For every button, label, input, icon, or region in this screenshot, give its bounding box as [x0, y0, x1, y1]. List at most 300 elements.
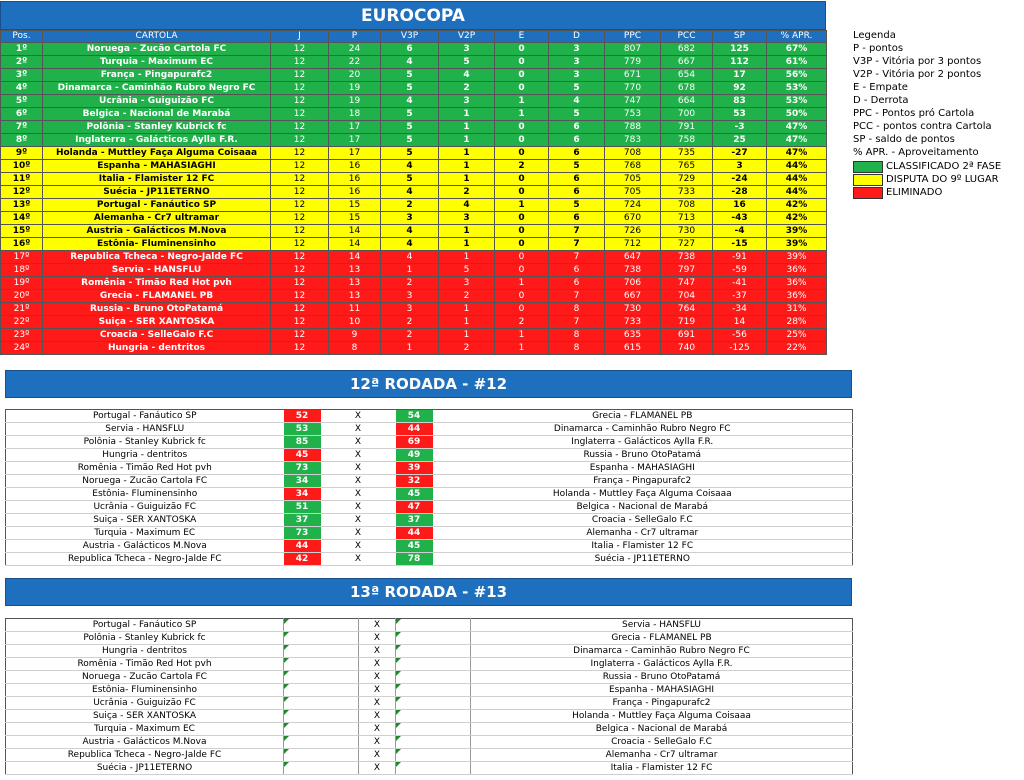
standings-cell-team: Alemanha - Cr7 ultramar — [43, 212, 271, 225]
standings-cell-v3: 2 — [381, 329, 439, 342]
standings-row — [1, 303, 827, 316]
away-team: Espanha - MAHASIAGHI — [433, 462, 853, 475]
standings-cell-pcc: 758 — [661, 134, 713, 147]
home-team: Ucrânia - Guiguizão FC — [6, 501, 284, 514]
standings-cell-e: 0 — [495, 238, 549, 251]
standings-cell-v2: 1 — [439, 134, 495, 147]
standings-header — [1, 31, 827, 43]
standings-title: EUROCOPA — [0, 1, 826, 30]
standings-cell-e: 0 — [495, 303, 549, 316]
home-score[interactable] — [284, 658, 359, 671]
standings-cell-ppc: 807 — [605, 43, 661, 56]
home-score[interactable]: 42 — [284, 553, 321, 566]
standings-cell-sp: 17 — [713, 69, 767, 82]
standings-cell-v3: 4 — [381, 160, 439, 173]
home-score[interactable]: 85 — [284, 436, 321, 449]
standings-cell-v2: 1 — [439, 225, 495, 238]
standings-cell-p: 10 — [329, 316, 381, 329]
versus-label: X — [359, 619, 396, 632]
standings-cell-apr: 36% — [767, 264, 827, 277]
standings-cell-apr: 44% — [767, 173, 827, 186]
standings-cell-pcc: 700 — [661, 108, 713, 121]
legend-item: P - pontos — [853, 43, 904, 54]
standings-row — [1, 134, 827, 147]
home-score[interactable] — [284, 762, 359, 775]
standings-cell-sp: -3 — [713, 121, 767, 134]
legend-zone — [853, 173, 1023, 186]
standings-cell-j: 12 — [271, 238, 329, 251]
standings-cell-sp: -41 — [713, 277, 767, 290]
away-score[interactable]: 45 — [396, 540, 433, 553]
standings-cell-sp: 125 — [713, 43, 767, 56]
standings-cell-v2: 2 — [439, 290, 495, 303]
standings-cell-d: 7 — [549, 316, 605, 329]
standings-cell-sp: -24 — [713, 173, 767, 186]
away-team: Grecia - FLAMANEL PB — [433, 410, 853, 423]
standings-cell-pcc: 791 — [661, 121, 713, 134]
away-score[interactable] — [396, 736, 471, 749]
standings-cell-d: 7 — [549, 225, 605, 238]
standings-cell-pos: 2º — [1, 56, 43, 69]
standings-cell-p: 15 — [329, 212, 381, 225]
standings-cell-j: 12 — [271, 316, 329, 329]
standings-cell-pcc: 733 — [661, 186, 713, 199]
standings-cell-apr: 28% — [767, 316, 827, 329]
away-score[interactable]: 47 — [396, 501, 433, 514]
standings-cell-sp: -43 — [713, 212, 767, 225]
standings-cell-v3: 3 — [381, 290, 439, 303]
home-score[interactable]: 73 — [284, 462, 321, 475]
standings-cell-team: Romênia - Timão Red Hot pvh — [43, 277, 271, 290]
standings-cell-v3: 1 — [381, 342, 439, 355]
standings-cell-ppc: 768 — [605, 160, 661, 173]
standings-cell-p: 17 — [329, 147, 381, 160]
away-team: Inglaterra - Galácticos Aylla F.R. — [433, 436, 853, 449]
legend-item: SP - saldo de pontos — [853, 134, 955, 145]
versus-label: X — [321, 501, 396, 514]
standings-cell-j: 12 — [271, 147, 329, 160]
away-score[interactable] — [396, 697, 471, 710]
standings-cell-d: 6 — [549, 173, 605, 186]
standings-cell-apr: 42% — [767, 199, 827, 212]
standings-cell-d: 5 — [549, 108, 605, 121]
versus-label: X — [321, 553, 396, 566]
away-team: Russia - Bruno OtoPatamá — [433, 449, 853, 462]
home-score[interactable] — [284, 710, 359, 723]
match-row — [6, 423, 853, 436]
standings-cell-j: 12 — [271, 277, 329, 290]
legend-zone — [853, 186, 1023, 199]
standings-cell-apr: 42% — [767, 212, 827, 225]
standings-cell-v3: 5 — [381, 173, 439, 186]
match-row — [6, 619, 853, 632]
standings-cell-v3: 2 — [381, 316, 439, 329]
standings-cell-p: 17 — [329, 134, 381, 147]
match-row — [6, 501, 853, 514]
standings-cell-team: Ucrânia - Guiguizão FC — [43, 95, 271, 108]
standings-cell-e: 1 — [495, 95, 549, 108]
away-score[interactable] — [396, 723, 471, 736]
standings-cell-pcc: 654 — [661, 69, 713, 82]
standings-cell-team: Republica Tcheca - Negro-Jalde FC — [43, 251, 271, 264]
standings-cell-team: Holanda - Muttley Faça Alguma Coisaaa — [43, 147, 271, 160]
standings-row — [1, 225, 827, 238]
standings-cell-team: Suiça - SER XANTOSKA — [43, 316, 271, 329]
home-score[interactable]: 44 — [284, 540, 321, 553]
standings-cell-team: Inglaterra - Galácticos Aylla F.R. — [43, 134, 271, 147]
match-row — [6, 684, 853, 697]
home-score[interactable]: 51 — [284, 501, 321, 514]
standings-cell-p: 16 — [329, 173, 381, 186]
standings-row — [1, 160, 827, 173]
versus-label: X — [321, 475, 396, 488]
match-row — [6, 488, 853, 501]
standings-cell-sp: -91 — [713, 251, 767, 264]
match-row — [6, 736, 853, 749]
standings-cell-d: 8 — [549, 342, 605, 355]
standings-row — [1, 212, 827, 225]
home-score[interactable]: 73 — [284, 527, 321, 540]
standings-cell-team: Estônia- Fluminensinho — [43, 238, 271, 251]
away-team: Italia - Flamister 12 FC — [471, 762, 853, 775]
standings-cell-ppc: 635 — [605, 329, 661, 342]
away-score[interactable] — [396, 749, 471, 762]
away-team: Croacia - SelleGalo F.C — [471, 736, 853, 749]
away-score[interactable]: 37 — [396, 514, 433, 527]
standings-cell-team: Italia - Flamister 12 FC — [43, 173, 271, 186]
away-score[interactable] — [396, 762, 471, 775]
standings-cell-v3: 2 — [381, 199, 439, 212]
standings-cell-ppc: 726 — [605, 225, 661, 238]
standings-cell-v2: 1 — [439, 238, 495, 251]
standings-cell-apr: 56% — [767, 69, 827, 82]
standings-cell-p: 13 — [329, 277, 381, 290]
away-score[interactable] — [396, 710, 471, 723]
home-team: Republica Tcheca - Negro-Jalde FC — [6, 749, 284, 762]
home-score[interactable] — [284, 684, 359, 697]
home-team: Noruega - Zucão Cartola FC — [6, 671, 284, 684]
away-score[interactable]: 44 — [396, 527, 433, 540]
home-score[interactable]: 52 — [284, 410, 321, 423]
home-score[interactable] — [284, 749, 359, 762]
standings-cell-team: Croacia - SelleGalo F.C — [43, 329, 271, 342]
standings-cell-v3: 5 — [381, 134, 439, 147]
standings-cell-p: 17 — [329, 121, 381, 134]
home-score[interactable] — [284, 736, 359, 749]
versus-label: X — [359, 632, 396, 645]
standings-cell-pcc: 764 — [661, 303, 713, 316]
match-row — [6, 410, 853, 423]
column-header: P — [329, 31, 381, 43]
standings-cell-pcc: 797 — [661, 264, 713, 277]
legend-item: % APR. - Aproveitamento — [853, 147, 979, 158]
standings-cell-sp: -15 — [713, 238, 767, 251]
standings-cell-apr: 50% — [767, 108, 827, 121]
versus-label: X — [359, 749, 396, 762]
versus-label: X — [321, 540, 396, 553]
standings-cell-e: 0 — [495, 69, 549, 82]
standings-cell-p: 15 — [329, 199, 381, 212]
standings-cell-ppc: 708 — [605, 147, 661, 160]
standings-cell-e: 0 — [495, 212, 549, 225]
column-header: J — [271, 31, 329, 43]
away-score[interactable]: 44 — [396, 423, 433, 436]
standings-row — [1, 238, 827, 251]
standings-row — [1, 56, 827, 69]
away-team: Alemanha - Cr7 ultramar — [471, 749, 853, 762]
standings-cell-v2: 3 — [439, 95, 495, 108]
standings-cell-j: 12 — [271, 43, 329, 56]
standings-cell-apr: 53% — [767, 95, 827, 108]
standings-cell-apr: 36% — [767, 290, 827, 303]
away-score[interactable] — [396, 671, 471, 684]
home-score[interactable]: 34 — [284, 475, 321, 488]
standings-cell-pcc: 667 — [661, 56, 713, 69]
standings-cell-pcc: 691 — [661, 329, 713, 342]
away-team: Italia - Flamister 12 FC — [433, 540, 853, 553]
standings-cell-ppc: 712 — [605, 238, 661, 251]
standings-cell-sp: -125 — [713, 342, 767, 355]
home-team: Suiça - SER XANTOSKA — [6, 514, 284, 527]
standings-cell-v3: 4 — [381, 251, 439, 264]
standings-cell-j: 12 — [271, 69, 329, 82]
standings-cell-ppc: 705 — [605, 173, 661, 186]
home-team: Noruega - Zucão Cartola FC — [6, 475, 284, 488]
standings-row — [1, 264, 827, 277]
match-row — [6, 462, 853, 475]
standings-cell-d: 7 — [549, 251, 605, 264]
away-score[interactable]: 69 — [396, 436, 433, 449]
legend-zone — [853, 160, 1023, 173]
away-team: Russia - Bruno OtoPatamá — [471, 671, 853, 684]
home-score[interactable]: 45 — [284, 449, 321, 462]
standings-cell-j: 12 — [271, 342, 329, 355]
standings-cell-pos: 23º — [1, 329, 43, 342]
versus-label: X — [359, 710, 396, 723]
standings-cell-d: 6 — [549, 147, 605, 160]
home-score[interactable]: 37 — [284, 514, 321, 527]
away-score[interactable] — [396, 645, 471, 658]
standings-cell-team: Portugal - Fanáutico SP — [43, 199, 271, 212]
column-header: Pos. — [1, 31, 43, 43]
standings-cell-d: 7 — [549, 290, 605, 303]
standings-cell-sp: 16 — [713, 199, 767, 212]
standings-cell-pos: 18º — [1, 264, 43, 277]
away-score[interactable]: 78 — [396, 553, 433, 566]
versus-label: X — [359, 671, 396, 684]
standings-cell-d: 3 — [549, 56, 605, 69]
home-team: Romênia - Timão Red Hot pvh — [6, 658, 284, 671]
home-team: Suiça - SER XANTOSKA — [6, 710, 284, 723]
standings-cell-e: 1 — [495, 329, 549, 342]
standings-row — [1, 277, 827, 290]
standings-cell-v2: 1 — [439, 121, 495, 134]
standings-cell-j: 12 — [271, 212, 329, 225]
home-score[interactable] — [284, 723, 359, 736]
away-score[interactable]: 49 — [396, 449, 433, 462]
match-row — [6, 527, 853, 540]
versus-label: X — [359, 697, 396, 710]
standings-cell-e: 0 — [495, 147, 549, 160]
standings-cell-pcc: 664 — [661, 95, 713, 108]
standings-cell-e: 0 — [495, 264, 549, 277]
match-row — [6, 553, 853, 566]
standings-cell-apr: 44% — [767, 186, 827, 199]
standings-cell-v2: 3 — [439, 43, 495, 56]
standings-cell-team: Espanha - MAHASIAGHI — [43, 160, 271, 173]
standings-cell-d: 8 — [549, 303, 605, 316]
standings-table — [0, 30, 827, 355]
versus-label: X — [359, 645, 396, 658]
standings-cell-d: 3 — [549, 69, 605, 82]
round12-title: 12ª RODADA - #12 — [5, 370, 852, 398]
standings-cell-pos: 14º — [1, 212, 43, 225]
match-row — [6, 697, 853, 710]
standings-cell-pcc: 713 — [661, 212, 713, 225]
home-team: Austria - Galácticos M.Nova — [6, 540, 284, 553]
standings-cell-d: 3 — [549, 43, 605, 56]
away-score[interactable]: 39 — [396, 462, 433, 475]
standings-cell-p: 22 — [329, 56, 381, 69]
away-team: Grecia - FLAMANEL PB — [471, 632, 853, 645]
standings-row — [1, 82, 827, 95]
standings-cell-j: 12 — [271, 56, 329, 69]
home-score[interactable]: 34 — [284, 488, 321, 501]
versus-label: X — [359, 762, 396, 775]
standings-cell-e: 0 — [495, 173, 549, 186]
standings-cell-ppc: 647 — [605, 251, 661, 264]
standings-cell-pos: 9º — [1, 147, 43, 160]
standings-row — [1, 186, 827, 199]
standings-row — [1, 95, 827, 108]
standings-cell-j: 12 — [271, 108, 329, 121]
standings-cell-pos: 22º — [1, 316, 43, 329]
away-score[interactable] — [396, 619, 471, 632]
standings-cell-team: França - Pingapurafc2 — [43, 69, 271, 82]
standings-cell-j: 12 — [271, 199, 329, 212]
standings-cell-sp: 25 — [713, 134, 767, 147]
column-header: % APR. — [767, 31, 827, 43]
standings-cell-apr: 39% — [767, 251, 827, 264]
match-row — [6, 475, 853, 488]
standings-cell-e: 2 — [495, 160, 549, 173]
standings-cell-pcc: 740 — [661, 342, 713, 355]
home-score[interactable] — [284, 697, 359, 710]
round13-title: 13ª RODADA - #13 — [5, 578, 852, 606]
standings-row — [1, 329, 827, 342]
column-header: D — [549, 31, 605, 43]
standings-cell-team: Dinamarca - Caminhão Rubro Negro FC — [43, 82, 271, 95]
standings-cell-e: 0 — [495, 186, 549, 199]
standings-cell-pcc: 682 — [661, 43, 713, 56]
standings-cell-d: 6 — [549, 277, 605, 290]
standings-cell-j: 12 — [271, 186, 329, 199]
away-score[interactable]: 32 — [396, 475, 433, 488]
standings-cell-ppc: 706 — [605, 277, 661, 290]
standings-cell-j: 12 — [271, 329, 329, 342]
standings-cell-j: 12 — [271, 134, 329, 147]
away-score[interactable]: 45 — [396, 488, 433, 501]
standings-cell-v3: 4 — [381, 95, 439, 108]
standings-cell-e: 2 — [495, 316, 549, 329]
versus-label: X — [321, 449, 396, 462]
standings-cell-pos: 15º — [1, 225, 43, 238]
standings-cell-j: 12 — [271, 264, 329, 277]
standings-cell-j: 12 — [271, 160, 329, 173]
standings-cell-pos: 7º — [1, 121, 43, 134]
standings-cell-apr: 44% — [767, 160, 827, 173]
standings-cell-j: 12 — [271, 225, 329, 238]
standings-cell-team: Grecia - FLAMANEL PB — [43, 290, 271, 303]
home-score[interactable] — [284, 619, 359, 632]
standings-row — [1, 121, 827, 134]
versus-label: X — [321, 436, 396, 449]
away-score[interactable]: 54 — [396, 410, 433, 423]
match-row — [6, 436, 853, 449]
standings-row — [1, 43, 827, 56]
standings-cell-team: Russia - Bruno OtoPatamá — [43, 303, 271, 316]
home-score[interactable] — [284, 671, 359, 684]
versus-label: X — [321, 488, 396, 501]
standings-cell-ppc: 730 — [605, 303, 661, 316]
standings-cell-ppc: 615 — [605, 342, 661, 355]
away-score[interactable] — [396, 658, 471, 671]
standings-row — [1, 147, 827, 160]
standings-cell-ppc: 788 — [605, 121, 661, 134]
standings-cell-pos: 21º — [1, 303, 43, 316]
standings-cell-j: 12 — [271, 290, 329, 303]
standings-cell-e: 0 — [495, 121, 549, 134]
standings-cell-v3: 4 — [381, 225, 439, 238]
standings-cell-v2: 1 — [439, 173, 495, 186]
standings-cell-d: 7 — [549, 238, 605, 251]
match-row — [6, 671, 853, 684]
standings-cell-p: 14 — [329, 225, 381, 238]
standings-cell-pos: 20º — [1, 290, 43, 303]
standings-cell-pcc: 738 — [661, 251, 713, 264]
standings-row — [1, 173, 827, 186]
away-team: Alemanha - Cr7 ultramar — [433, 527, 853, 540]
standings-cell-sp: 112 — [713, 56, 767, 69]
standings-cell-team: Austria - Galácticos M.Nova — [43, 225, 271, 238]
home-team: Suécia - JP11ETERNO — [6, 762, 284, 775]
home-team: Hungria - dentritos — [6, 449, 284, 462]
away-team: Holanda - Muttley Faça Alguma Coisaaa — [471, 710, 853, 723]
standings-cell-pos: 6º — [1, 108, 43, 121]
away-score[interactable] — [396, 684, 471, 697]
standings-cell-v2: 1 — [439, 160, 495, 173]
home-score[interactable] — [284, 632, 359, 645]
standings-cell-p: 24 — [329, 43, 381, 56]
standings-cell-sp: -59 — [713, 264, 767, 277]
standings-cell-e: 1 — [495, 342, 549, 355]
home-score[interactable] — [284, 645, 359, 658]
away-team: Belgica - Nacional de Marabá — [471, 723, 853, 736]
standings-cell-sp: 83 — [713, 95, 767, 108]
home-score[interactable]: 53 — [284, 423, 321, 436]
standings-cell-v2: 3 — [439, 212, 495, 225]
standings-cell-sp: 3 — [713, 160, 767, 173]
away-team: Dinamarca - Caminhão Rubro Negro FC — [433, 423, 853, 436]
standings-cell-v2: 2 — [439, 82, 495, 95]
away-score[interactable] — [396, 632, 471, 645]
standings-cell-v2: 1 — [439, 303, 495, 316]
home-team: Polônia - Stanley Kubrick fc — [6, 632, 284, 645]
away-team: França - Pingapurafc2 — [471, 697, 853, 710]
standings-cell-j: 12 — [271, 121, 329, 134]
standings-cell-v2: 1 — [439, 329, 495, 342]
standings-cell-j: 12 — [271, 82, 329, 95]
